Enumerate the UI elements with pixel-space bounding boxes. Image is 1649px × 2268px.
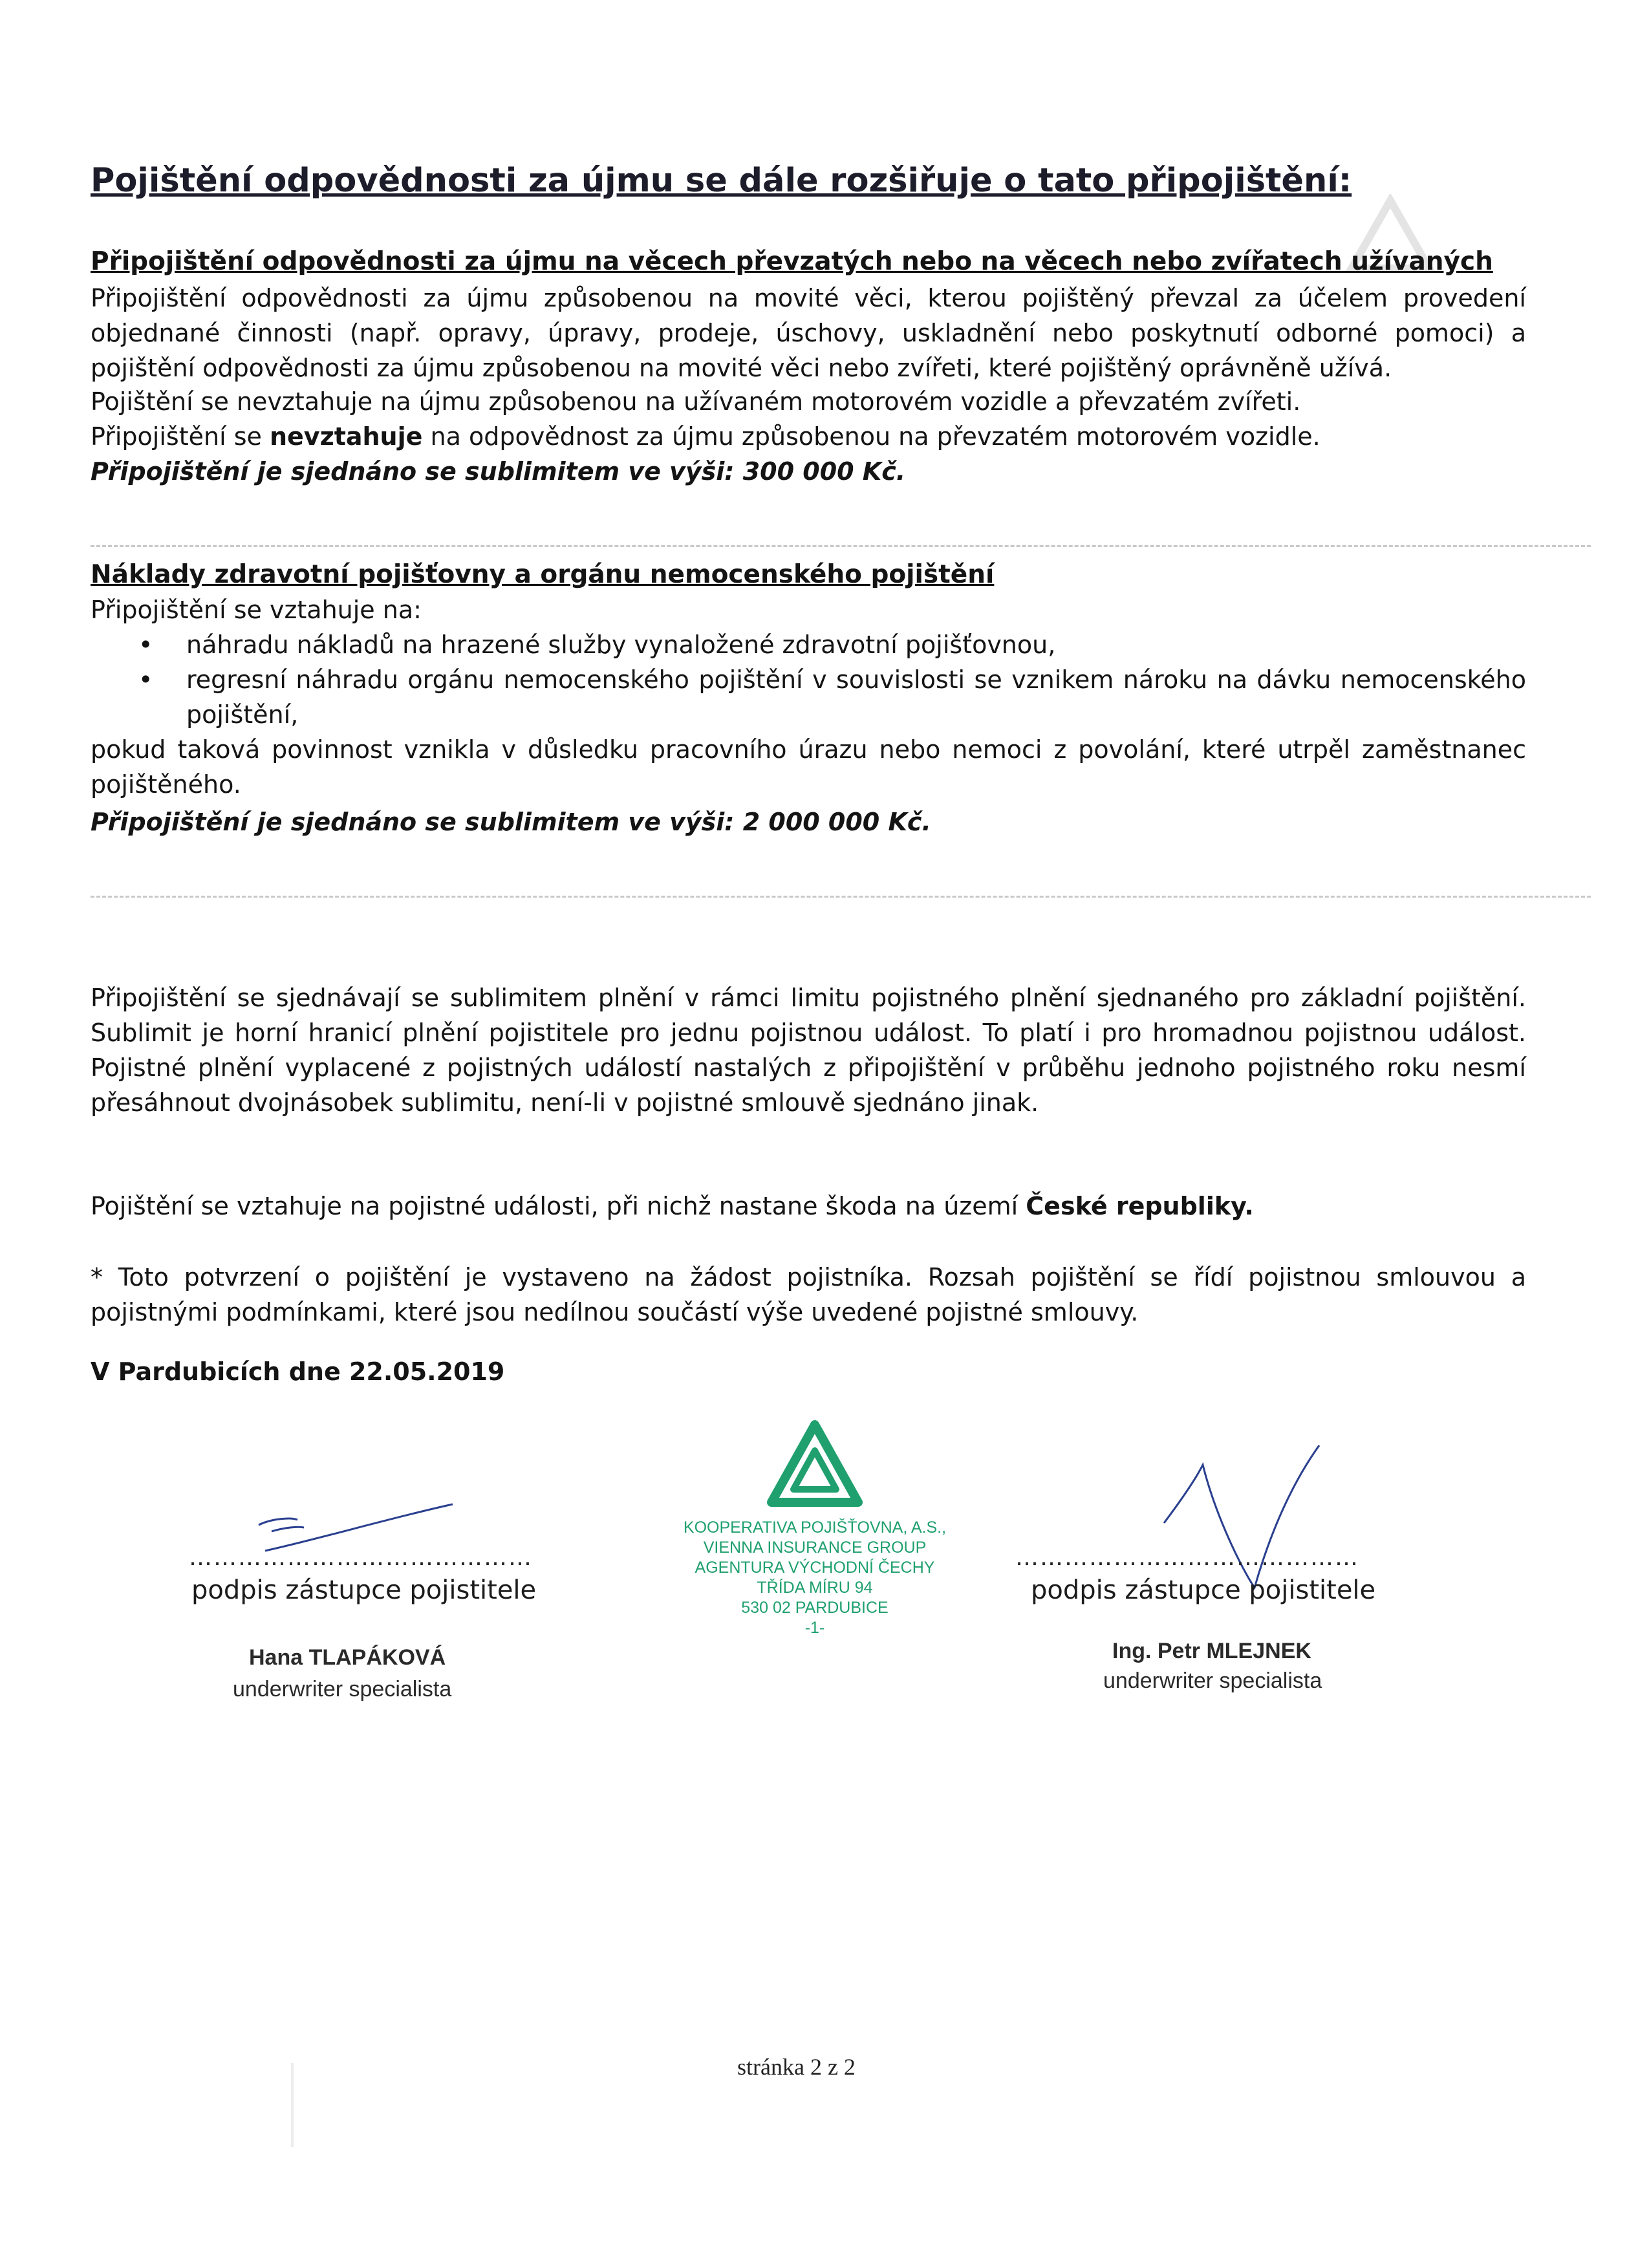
bullet-text: náhradu nákladů na hrazené služby vynaložené zdravotní pojišťovnou,	[186, 631, 1056, 659]
territory-text: Pojištění se vztahuje na pojistné události, při nichž nastane škoda na území	[91, 1192, 1018, 1220]
place-date: V Pardubicích dne 22.05.2019	[91, 1357, 505, 1386]
section2-bullet-list	[91, 627, 1526, 732]
page-heading: Pojištění odpovědnosti za újmu se dále rozšiřuje o tato připojištění:	[91, 162, 1352, 200]
signer-role-right: underwriter specialista	[1103, 1669, 1322, 1693]
stamp-line: TŘÍDA MÍRU 94	[757, 1579, 873, 1597]
list-item	[91, 627, 1526, 662]
divider	[91, 896, 1591, 898]
signer-name-left: Hana TLAPÁKOVÁ	[249, 1645, 446, 1670]
bleed-through-text	[291, 2063, 436, 2147]
stamp-line: KOOPERATIVA POJIŠŤOVNA, A.S.,	[683, 1518, 947, 1537]
stamp-line: AGENTURA VÝCHODNÍ ČECHY	[695, 1559, 935, 1577]
section1-limit: Připojištění je sjednáno se sublimitem ve výši: 300 000 Kč.	[91, 457, 906, 486]
note-paragraph: * Toto potvrzení o pojištění je vystaveno na žádost pojistníka. Rozsah pojištění se řídí pojistnou smlouvou a pojistnými podmínkami, které jsou nedílnou součástí výše uvedené pojistné smlouvy.	[91, 1263, 1526, 1326]
kooperativa-logo-icon	[766, 1420, 863, 1510]
stamp-line: VIENNA INSURANCE GROUP	[703, 1539, 927, 1557]
section1-title: Připojištění odpovědnosti za újmu na věcech převzatých nebo na věcech nebo zvířatech užívaných	[91, 247, 1493, 276]
section1-body: Připojištění odpovědnosti za újmu způsobenou na movité věci, kterou pojištěný převzal za účelem provedení objednané činnosti (např. opravy, úpravy, prodeje, úschovy, uskladnění nebo poskytnutí odborné pomoci) a pojištění odpovědnosti za újmu způsobenou na movité věci nebo zvířeti, které pojištěný oprávněně užívá.	[91, 284, 1526, 382]
signer-name-right: Ing. Petr MLEJNEK	[1112, 1639, 1311, 1663]
signature-line-left: ……………………………………	[189, 1544, 533, 1571]
divider	[91, 545, 1591, 547]
sublimit-paragraph: Připojištění se sjednávají se sublimitem plnění v rámci limitu pojistného plnění sjednaného pro základní pojištění. Sublimit je horní hranicí plnění pojistitele pro jednu pojistnou událost. To platí i pro hromadnou pojistnou událost. Pojistné plnění vyplacené z pojistných událostí nastalých z připojištění v průběhu jednoho pojistného roku nesmí přesáhnout dvojnásobek sublimitu, není-li v pojistné smlouvě sjednáno jinak.	[91, 984, 1526, 1117]
section1-line3-bold: nevztahuje	[269, 422, 423, 451]
bullet-text: regresní náhradu orgánu nemocenského pojištění v souvislosti se vznikem nároku na dávku nemocenského pojištění,	[186, 665, 1526, 729]
section2-intro: Připojištění se vztahuje na:	[91, 596, 422, 624]
signature-label-right: podpis zástupce pojistitele	[1031, 1575, 1376, 1605]
stamp-line: -1-	[804, 1619, 825, 1637]
territory-country: České republiky.	[1026, 1192, 1254, 1220]
section1-line3-post: na odpovědnost za újmu způsobenou na převzatém motorovém vozidle.	[430, 422, 1320, 451]
section2-limit: Připojištění je sjednáno se sublimitem ve výši: 2 000 000 Kč.	[91, 808, 931, 836]
stamp-line: 530 02 PARDUBICE	[741, 1599, 889, 1617]
signature-line-right: ……………………………………	[1015, 1544, 1359, 1571]
section1-line3	[91, 419, 1526, 454]
signature-label-left: podpis zástupce pojistitele	[191, 1575, 537, 1605]
signer-role-left: underwriter specialista	[233, 1677, 452, 1701]
territory-paragraph	[91, 1189, 1526, 1224]
bullet-icon: •	[138, 631, 153, 659]
section2-after: pokud taková povinnost vznikla v důsledku pracovního úrazu nebo nemoci z povolání, které utrpěl zaměstnanec pojištěného.	[91, 735, 1526, 799]
company-stamp	[653, 1420, 976, 1638]
signature-right	[1151, 1439, 1332, 1594]
page-number: stránka 2 z 2	[737, 2054, 856, 2080]
list-item	[91, 662, 1526, 732]
section1-line2: Pojištění se nevztahuje na újmu způsobenou na užívaném motorovém vozidle a převzatém zvířeti.	[91, 387, 1301, 416]
bullet-icon: •	[138, 665, 153, 694]
section1-line3-pre: Připojištění se	[91, 422, 262, 451]
section2-title: Náklady zdravotní pojišťovny a orgánu nemocenského pojištění	[91, 560, 995, 589]
